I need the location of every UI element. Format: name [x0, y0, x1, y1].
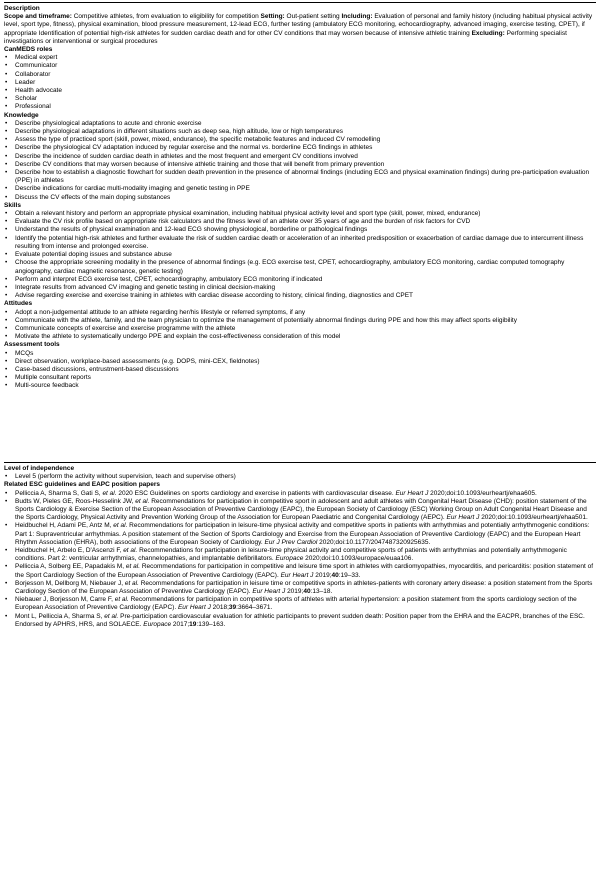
knowledge-item: • Assess the type of practiced sport (skill, power, mixed, endurance), the specific metabolic features and induced CV remodelling [4, 136, 596, 144]
skills-item: • Perform and interpret ECG exercise test, CPET, echocardiography, ambulatory ECG monitoring if indicated [4, 276, 596, 284]
reference-item: • Niebauer J, Borjesson M, Carre F, et al. Recommendations for participation in competitive sports of athletes with arterial hypertension: a position statement from the sports cardiology section of the European Association of Preventive Cardiology (EAPC). Eur Heart J 2018;39:3664–3671. [4, 596, 596, 612]
reference-item: • Pelliccia A, Sharma S, Gati S, et al. 2020 ESC Guidelines on sports cardiology and exercise in patients with cardiovascular disease. Eur Heart J 2020;doi:10.1093/eurheartj/ehaa605. [4, 490, 596, 498]
skills-item: • Advise regarding exercise and exercise training in athletes with cardiac disease according to history, clinical finding, diagnostics and CPET [4, 292, 596, 300]
excluding-label: Excluding: [471, 29, 505, 37]
description-heading: Description [4, 5, 40, 12]
knowledge-item: • Describe the physiological CV adaptation induced by regular exercise and the normal vs. borderline ECG findings in athletes [4, 144, 596, 152]
attitudes-item: • Adopt a non-judgemental attitude to an athlete regarding her/his lifestyle or referred symptoms, if any [4, 309, 596, 317]
skills-item: • Evaluate potential doping issues and substance abuse [4, 251, 596, 259]
assessment-item: • Multiple consultant reports [4, 374, 596, 382]
knowledge-item: • Describe CV conditions that may worsen because of intensive athletic training and those that will benefit from primary prevention [4, 161, 596, 169]
reference-item: • Mont L, Pelliccia A, Sharma S, et al. Pre-participation cardiovascular evaluation for athletic participants to prevent sudden death: Position paper from the EHRA and the EACPR, branches of the ESC. Endorsed by APHRS, HRS, and SOLAECE. Europace 2017;19:139–163. [4, 613, 596, 629]
assessment-list [4, 350, 596, 391]
assessment-heading: Assessment tools [4, 341, 60, 349]
knowledge-item: • Describe the incidence of sudden cardiac death in athletes and the most frequent and emergent CV conditions involved [4, 153, 596, 161]
attitudes-heading: Attitudes [4, 300, 33, 308]
excluding-text: Performing specialist investigations or interventional or surgical procedures [4, 29, 567, 45]
canmeds-item: • Health advocate [4, 87, 596, 95]
canmeds-item: • Leader [4, 79, 596, 87]
setting-label: Setting: [260, 13, 285, 21]
skills-item: • Obtain a relevant history and perform an appropriate physical examination, including habitual physical activity level and sport type (skill, power, mixed, endurance) [4, 210, 596, 218]
knowledge-item: • Describe physiological adaptations in different situations such as deep sea, high altitude, low or high temperatures [4, 128, 596, 136]
canmeds-item: • Medical expert [4, 54, 596, 62]
canmeds-item: • Scholar [4, 95, 596, 103]
section-divider [4, 462, 596, 463]
knowledge-item: • Describe physiological adaptations to acute and chronic exercise [4, 120, 596, 128]
canmeds-heading: CanMEDS roles [4, 46, 53, 54]
scope-label: Scope and timeframe: [4, 13, 72, 21]
independence-item: • Level 5 (perform the activity without supervision, teach and supervise others) [4, 473, 596, 481]
attitudes-item: • Motivate the athlete to systematically undergo PPE and explain the cost-effectiveness consideration of this model [4, 333, 596, 341]
setting-text: Out-patient setting [284, 13, 342, 21]
attitudes-item: • Communicate with the athlete, family, and the team physician to optimize the management of potentially abnormal findings during PPE and how this may affect sports eligibility [4, 317, 596, 325]
independence-list [4, 473, 596, 481]
assessment-item: • MCQs [4, 350, 596, 358]
assessment-item: • Direct observation, workplace-based assessments (e.g. DOPS, mini-CEX, fieldnotes) [4, 358, 596, 366]
canmeds-item: • Collaborator [4, 71, 596, 79]
competency-description-block [4, 5, 596, 391]
description-text [4, 13, 596, 46]
reference-item: • Pelliccia A, Solberg EE, Papadakis M, et al. Recommendations for participation in competitive and leisure time sport in athletes with cardiomyopathies, myocarditis, and pericarditis: position statement of the Sport Cardiology Section of the European Association of Preventive Cardiology (EAPC). Eur Heart J 2019;40:19–33. [4, 563, 596, 579]
skills-list [4, 210, 596, 300]
scope-text: Competitive athletes, from evaluation to eligibility for competition [71, 13, 261, 21]
guidelines-heading: Related ESC guidelines and EAPC position papers [4, 481, 161, 489]
assessment-item: • Multi-source feedback [4, 382, 596, 390]
attitudes-list [4, 309, 596, 342]
skills-heading: Skills [4, 201, 21, 209]
skills-item: • Integrate results from advanced CV imaging and genetic testing in clinical decision-making [4, 284, 596, 292]
canmeds-item: • Professional [4, 103, 596, 111]
attitudes-item: • Communicate concepts of exercise and exercise programme with the athlete [4, 325, 596, 333]
independence-heading: Level of independence [4, 465, 75, 472]
canmeds-list [4, 54, 596, 111]
knowledge-item: • Describe indications for cardiac multi-modality imaging and genetic testing in PPE [4, 185, 596, 193]
knowledge-list [4, 120, 596, 202]
knowledge-heading: Knowledge [4, 111, 39, 119]
reference-item: • Heidbuchel H, Arbelo E, D'Ascenzi F, et al. Recommendations for participation in leisure-time physical activity and competitive sports of patients with arrhythmias and potentially arrhythmogenic conditions. Part 2: ventricular arrhythmias, channelopathies, and implantable defibrillators. Europace 2020;doi:10.1093/europace/euaa106. [4, 547, 596, 563]
reference-item: • Heidbuchel H, Adami PE, Antz M, et al. Recommendations for participation in leisure-time physical activity and competitive sports in patients with arrhythmias and potentially arrhythmogenic conditions: Part 1: Supraventricular arrhythmias. A position statement of the Section of Sports Cardiology and Exercise from the European Association of Preventive Cardiology (EAPC) and the European Heart Rhythm Association (EHRA), both associations of the European Society of Cardiology. Eur J Prev Cardiol 2020;doi:10.1177/2047487320925635. [4, 522, 596, 547]
knowledge-item: • Discuss the CV effects of the main doping substances [4, 194, 596, 202]
skills-item: • Identify the potential high-risk athletes and further evaluate the risk of sudden cardiac death or acceleration of an inherited predisposition or exacerbation of cardiac damage due to intercurrent illness resulting from intense and prolonged exercise. [4, 235, 596, 251]
reference-item: • Budts W, Pieles GE, Roos-Hesselink JW, et al. Recommendations for participation in competitive sport in adolescent and adult athletes with Congenital Heart Disease (CHD): position statement of the Sports Cardiology & Exercise Section of the European Association of Preventive Cardiology (EAPC), the European Society of Cardiology (ESC) Working Group on Adult Congenital Heart Disease and the Sports Cardiology, Physical Activity and Prevention Working Group of the Association for European Paediatric and Congenital Cardiology (AEPC). Eur Heart J 2020;doi:10.1093/eurheartj/ehaa501. [4, 498, 596, 523]
assessment-item: • Case-based discussions, entrustment-based discussions [4, 366, 596, 374]
guidelines-list [4, 490, 596, 629]
skills-item: • Evaluate the CV risk profile based on appropriate risk calculators and the fitness level of an athlete over 35 years of age and the burden of risk factors for CVD [4, 218, 596, 226]
reference-item: • Borjesson M, Dellborg M, Niebauer J, et al. Recommendations for participation in leisure time or competitive sports in athletes-patients with coronary artery disease: a position statement from the Sports Cardiology Section of the European Association of Preventive Cardiology (EAPC). Eur Heart J 2019;40:13–18. [4, 580, 596, 596]
top-rule [4, 2, 596, 3]
independence-block [4, 465, 596, 629]
canmeds-item: • Communicator [4, 62, 596, 70]
including-label: Including: [341, 13, 373, 21]
including-text: Evaluation of personal and family history (including habitual physical activity level, sport type, fitness), physical examination, blood pressure measurement, 12-lead ECG, further testing (ambulatory ECG monitoring, echocardiography, advanced imaging, exercise testing, CPET), if appropriate Identification of potential high-risk athletes for sudden cardiac death and for other CV conditions that may worsen because of intensive athletic training [4, 13, 593, 37]
knowledge-item: • Describe how to establish a diagnostic flowchart for sudden death prevention in the presence of abnormal findings (including ECG and physical examination findings) during pre-participation evaluation (PPE) in athletes [4, 169, 596, 185]
skills-item: • Choose the appropriate screening modality in the presence of abnormal findings (e.g. ECG exercise test, CPET, echocardiography, ambulatory ECG monitoring, cardiac computed tomography angiography, cardiac magnetic resonance, genetic testing) [4, 259, 596, 275]
skills-item: • Understand the results of physical examination and 12-lead ECG showing physiological, borderline or pathological findings [4, 226, 596, 234]
